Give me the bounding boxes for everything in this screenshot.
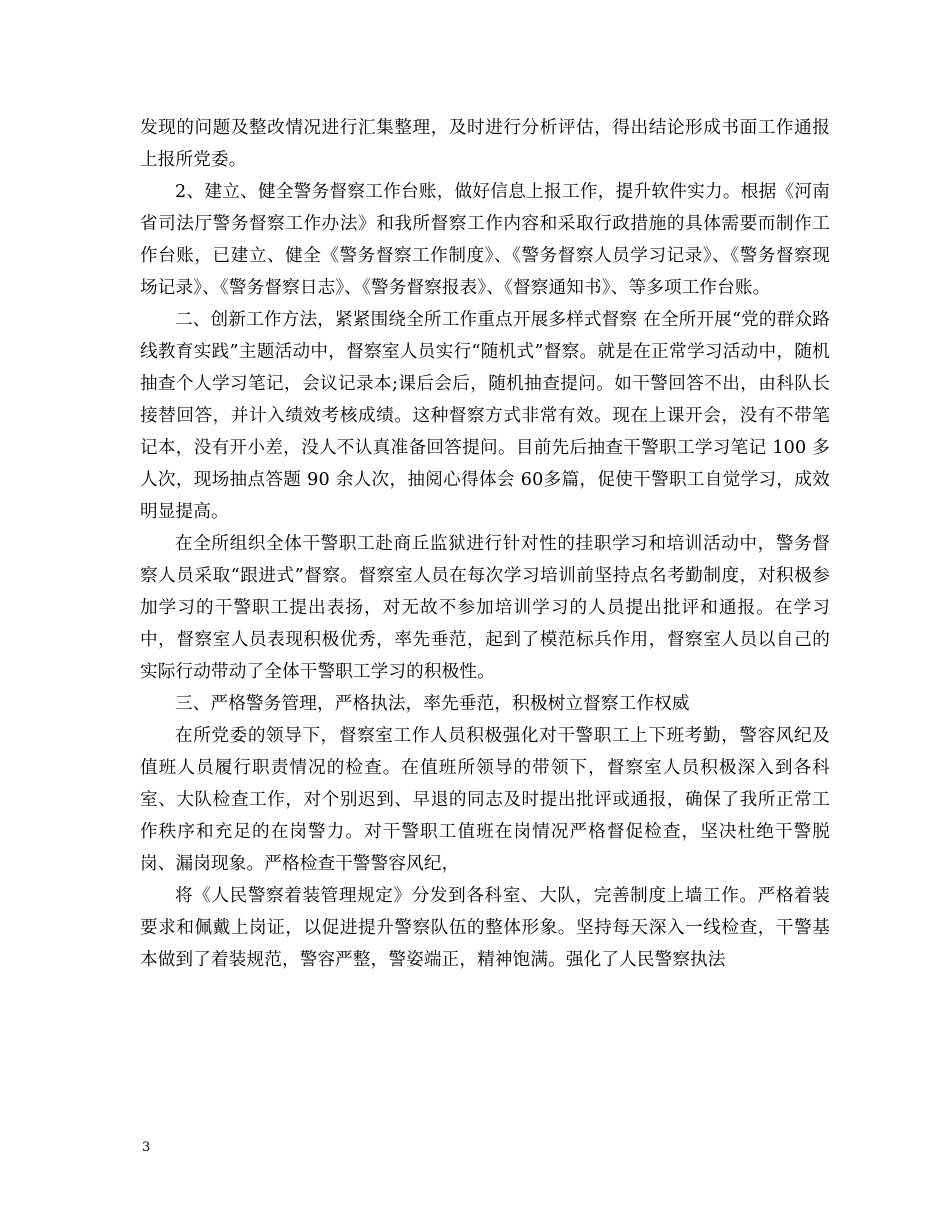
body-text bbox=[140, 112, 830, 976]
paragraph-1: 发现的问题及整改情况进行汇集整理，及时进行分析评估，得出结论形成书面工作通报上报所党委。 bbox=[140, 118, 830, 170]
paragraph-3: 二、创新工作方法，紧紧围绕全所工作重点开展多样式督察 在全所开展“党的群众路线教育实践”主题活动中，督察室人员实行“随机式”督察。就是在正常学习活动中，随机抽查个人学习笔记，会议记录本;课后会后，随机抽查提问。如干警回答不出，由科队长接替回答，并计入绩效考核成绩。这种督察方式非常有效。现在上课开会，没有不带笔记本，没有开小差，没人不认真准备回答提问。目前先后抽查干警职工学习笔记 100 多人次，现场抽点答题 90 余人次，抽阅心得体会 60多篇，促使干警职工自觉学习，成效明显提高。 bbox=[140, 310, 830, 522]
paragraph-6: 将《人民警察着装管理规定》分发到各科室、大队，完善制度上墙工作。严格着装要求和佩戴上岗证，以促进提升警察队伍的整体形象。坚持每天深入一线检查，干警基本做到了着装规范，警容严整，警姿端正，精神饱满。强化了人民警察执法 bbox=[140, 886, 830, 970]
page-number: 3 bbox=[142, 1140, 151, 1155]
paragraph-2: 2、建立、健全警务督察工作台账，做好信息上报工作，提升软件实力。根据《河南省司法厅警务督察工作办法》和我所督察工作内容和采取行政措施的具体需要而制作工作台账，已建立、健全《警务督察工作制度》、《警务督察人员学习记录》、《警务督察现场记录》、《警务督察日志》、《警务督察报表》、《督察通知书》、等多项工作台账。 bbox=[140, 182, 830, 298]
section-heading-3: 三、严格警务管理，严格执法，率先垂范，积极树立督察工作权威 bbox=[175, 694, 690, 714]
paragraph-4: 在全所组织全体干警职工赴商丘监狱进行针对性的挂职学习和培训活动中，警务督察人员采取“跟进式”督察。督察室人员在每次学习培训前坚持点名考勤制度，对积极参加学习的干警职工提出表扬，对无故不参加培训学习的人员提出批评和通报。在学习中，督察室人员表现积极优秀，率先垂范，起到了模范标兵作用，督察室人员以自己的实际行动带动了全体干警职工学习的积极性。 bbox=[140, 534, 830, 682]
paragraph-5: 在所党委的领导下，督察室工作人员积极强化对干警职工上下班考勤，警容风纪及值班人员履行职责情况的检查。在值班所领导的带领下，督察室人员积极深入到各科室、大队检查工作，对个别迟到、早退的同志及时提出批评或通报，确保了我所正常工作秩序和充足的在岗警力。对干警职工值班在岗情况严格督促检查，坚决杜绝干警脱岗、漏岗现象。严格检查干警警容风纪， bbox=[140, 726, 830, 874]
